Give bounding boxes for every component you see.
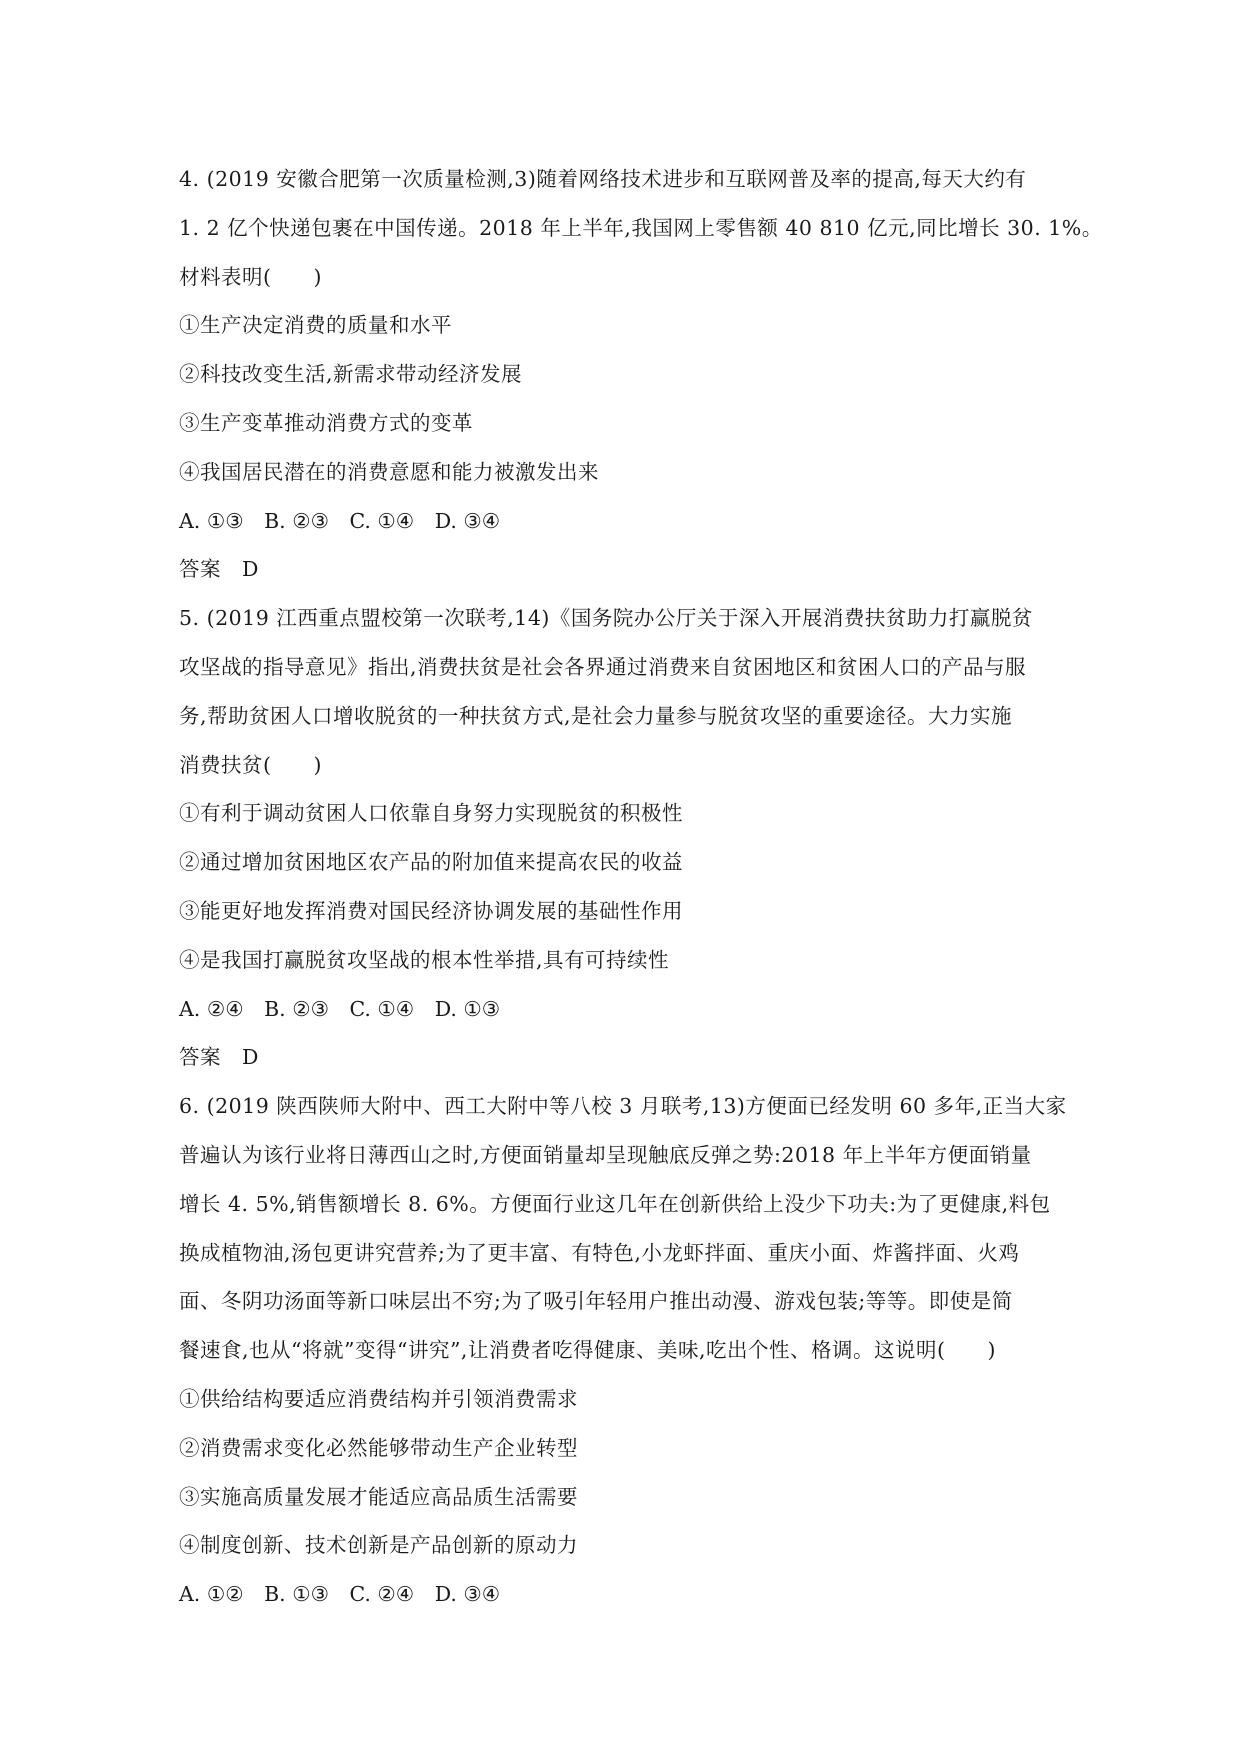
question-5-statement-4: ④是我国打赢脱贫攻坚战的根本性举措,具有可持续性 [179, 947, 670, 972]
question-6-stem-line-2: 普遍认为该行业将日薄西山之时,方便面销量却呈现触底反弹之势:2018 年上半年方便面销量 [179, 1142, 1032, 1167]
question-5-stem-line-2: 攻坚战的指导意见》指出,消费扶贫是社会各界通过消费来自贫困地区和贫困人口的产品与服 [179, 654, 1027, 679]
question-6-options: A. ①② B. ①③ C. ②④ D. ③④ [179, 1582, 501, 1607]
question-4-stem-line-3: 材料表明( ) [179, 264, 322, 289]
question-5-statement-3: ③能更好地发挥消费对国民经济协调发展的基础性作用 [179, 898, 683, 923]
question-6-statement-3: ③实施高质量发展才能适应高品质生活需要 [179, 1484, 578, 1509]
document-content [179, 155, 1103, 1619]
question-5-stem-line-1: 5. (2019 江西重点盟校第一次联考,14)《国务院办公厅关于深入开展消费扶贫助力打赢脱贫 [179, 606, 1033, 631]
question-4-stem-line-2: 1. 2 亿个快递包裹在中国传递。2018 年上半年,我国网上零售额 40 810 亿元,同比增长 30. 1%。 [179, 215, 1103, 240]
question-6-stem-line-5: 面、冬阴功汤面等新口味层出不穷;为了吸引年轻用户推出动漫、游戏包装;等等。即使是简 [179, 1289, 1013, 1314]
question-4-options: A. ①③ B. ②③ C. ①④ D. ③④ [179, 508, 501, 533]
question-6-statement-1: ①供给结构要适应消费结构并引领消费需求 [179, 1386, 578, 1411]
question-6-stem-line-3: 增长 4. 5%,销售额增长 8. 6%。方便面行业这几年在创新供给上没少下功夫:为了更健康,料包 [179, 1191, 1051, 1216]
question-5-statement-1: ①有利于调动贫困人口依靠自身努力实现脱贫的积极性 [179, 801, 683, 826]
question-6-statement-4: ④制度创新、技术创新是产品创新的原动力 [179, 1533, 578, 1558]
question-5-answer: 答案 D [179, 1045, 259, 1070]
question-6-stem-line-6: 餐速食,也从“将就”变得“讲究”,让消费者吃得健康、美味,吃出个性、格调。这说明( ) [179, 1338, 996, 1363]
question-5-options: A. ②④ B. ②③ C. ①④ D. ①③ [179, 996, 501, 1021]
question-6-stem-line-4: 换成植物油,汤包更讲究营养;为了更丰富、有特色,小龙虾拌面、重庆小面、炸酱拌面、火鸡 [179, 1240, 1020, 1265]
question-6-statement-2: ②消费需求变化必然能够带动生产企业转型 [179, 1435, 578, 1460]
question-4-statement-4: ④我国居民潜在的消费意愿和能力被激发出来 [179, 459, 599, 484]
question-6 [179, 1082, 1069, 1619]
question-4-stem-line-1: 4. (2019 安徽合肥第一次质量检测,3)随着网络技术进步和互联网普及率的提高,每天大约有 [179, 167, 1027, 191]
question-5-stem-line-3: 务,帮助贫困人口增收脱贫的一种扶贫方式,是社会力量参与脱贫攻坚的重要途径。大力实施 [179, 703, 1013, 728]
question-4 [179, 155, 1103, 594]
question-5 [179, 594, 1069, 1082]
question-6-stem-line-1: 6. (2019 陕西陕师大附中、西工大附中等八校 3 月联考,13)方便面已经发明 60 多年,正当大家 [179, 1094, 1067, 1119]
question-4-statement-3: ③生产变革推动消费方式的变革 [179, 410, 473, 435]
question-4-answer: 答案 D [179, 557, 259, 582]
question-5-statement-2: ②通过增加贫困地区农产品的附加值来提高农民的收益 [179, 850, 683, 875]
question-5-stem-line-4: 消费扶贫( ) [179, 752, 322, 777]
question-4-statement-1: ①生产决定消费的质量和水平 [179, 313, 452, 338]
question-4-statement-2: ②科技改变生活,新需求带动经济发展 [179, 362, 523, 387]
